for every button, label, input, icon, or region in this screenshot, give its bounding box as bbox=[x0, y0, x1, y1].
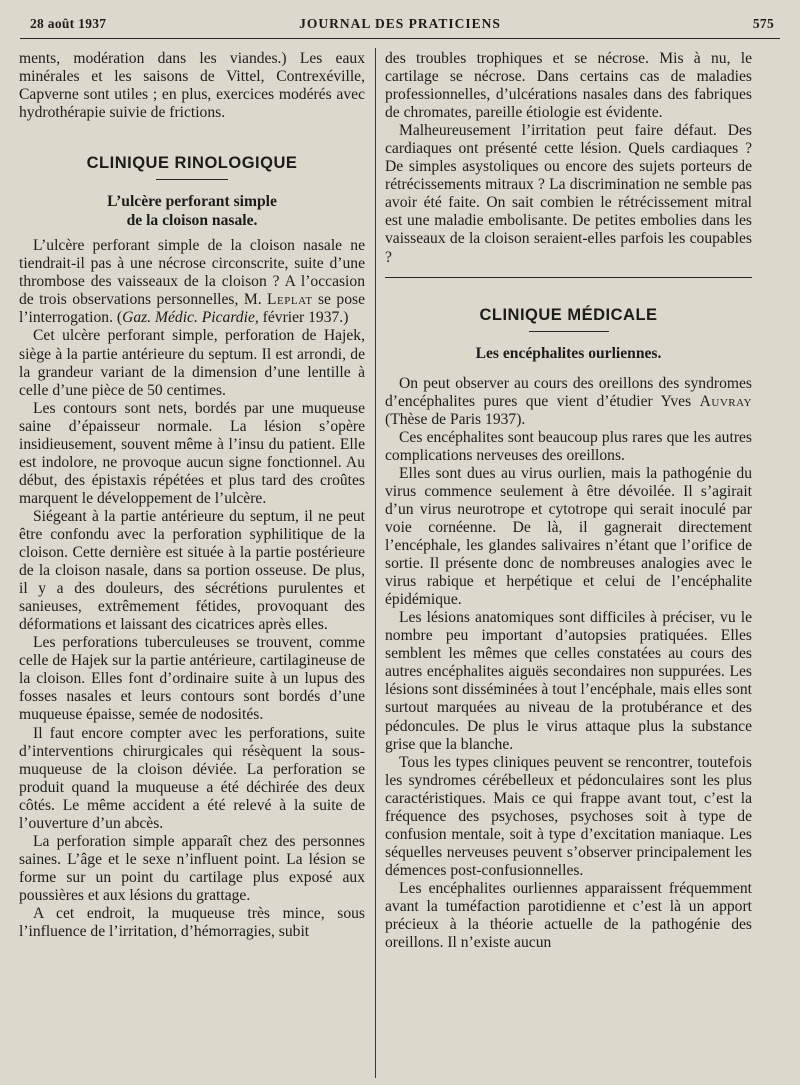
paragraph: Cet ulcère perforant simple, perforation de Hajek, siège à la partie antérieure du septum. Il est arrondi, de la grandeur variant de la dimension d’une lentille à celle d’une pièce de 50 centimes. bbox=[19, 327, 365, 399]
paragraph: Siégeant à la partie antérieure du septum, il ne peut être confondu avec la perforation syphilitique de la cloison. Cette dernière est située à la partie postérieure de la cloison nasale, dans sa portion osseuse. De plus, il y a des douleurs, des sécrétions purulentes et sanieuses, extrêmement fétides, provoquant des déformations et laissant des cicatrices après elles. bbox=[19, 507, 365, 634]
source-citation: Gaz. Médic. Picardie, bbox=[122, 309, 259, 327]
opening-paragraph: ments, modération dans les viandes.) Les eaux minérales et les saisons de Vittel, Contrexéville, Capverne sont utiles ; en plus, exercices modérés avec hydrothérapie suivie de frictions. bbox=[19, 50, 365, 122]
paragraph: Les encéphalites ourliennes apparaissent fréquemment avant la tuméfaction parotidienne et c’est là un apport précieux à la théorie actuelle de la pathogénie des oreillons. Il n’existe aucun bbox=[385, 879, 752, 952]
paragraph: Tous les types cliniques peuvent se rencontrer, toutefois les syndromes cérébelleux et pédonculaires sont les plus caractéristiques. Mais ce qui frappe avant tout, c’est la fréquence des psychoses, psychoses soit à type de confusion mentale, soit à type d’excitation maniaque. Les séquelles nerveuses peuvent s’observer principalement les démences post-confusionnelles. bbox=[385, 753, 752, 879]
journal-title: JOURNAL DES PRATICIENS bbox=[299, 16, 501, 31]
paragraph: Les perforations tuberculeuses se trouvent, comme celle de Hajek sur la partie antérieure, cartilagineuse de la cloison. Elles font d’ordinaire suite à un lupus des fosses nasales et leurs contours sont bordés d’une muqueuse épaisse, semée de nodosités. bbox=[19, 634, 365, 724]
text-span: On peut observer au cours des oreillons des syndromes d’encéphalites pures que vient d’étudier Yves bbox=[385, 374, 752, 410]
paragraph bbox=[385, 375, 752, 429]
paragraph: A cet endroit, la muqueuse très mince, sous l’influence de l’irritation, d’hémorragies, subit bbox=[19, 904, 365, 941]
left-column bbox=[19, 50, 365, 941]
paragraph: Les contours sont nets, bordés par une muqueuse saine d’épaisseur normale. La lésion s’opère insidieusement, souvent même à l’insu du patient. Elle est indolore, ne provoque aucun signe fonctionnel. Au début, des épistaxis répétées et plus tard des croûtes marquent le développement de l’ulcère. bbox=[19, 399, 365, 507]
author-name: Leplat bbox=[267, 291, 313, 309]
article-title-line-2: de la cloison nasale. bbox=[126, 212, 258, 230]
text-span: se pose l’interrogation. ( bbox=[19, 291, 365, 327]
continuation-paragraph: des troubles trophiques et se nécrose. Mis à nu, le cartilage se nécrose. Dans certains cas de maladies professionnelles, d’ulcérations nasales dans des fabriques de chromates, pareille étiologie est évidente. bbox=[385, 50, 752, 122]
author-name: Auvray bbox=[699, 392, 752, 410]
paragraph: Il faut encore compter avec les perforations, suite d’interventions chirurgicales qui résèquent la sous-muqueuse de la cloison déviée. La perforation se produit quand la muqueuse a été déchirée des deux côtés. Le même accident a été relevé à la suite de l’ouverture d’un abcès. bbox=[19, 724, 365, 832]
right-column bbox=[385, 50, 752, 952]
paragraph: La perforation simple apparaît chez des personnes saines. L’âge et le sexe n’influent point. La lésion se forme sur un point du cartilage plus exposé aux poussières et aux lésions du grattage. bbox=[19, 832, 365, 904]
text-span: février 1937.) bbox=[258, 309, 349, 327]
text-span: L’ulcère perforant simple de la cloison nasale ne tiendrait-il pas à une nécrose circonscrite, suite d’une thrombose des vaisseaux de la cloison ? A l’occasion de trois observations personnelles, M. bbox=[19, 237, 365, 309]
paragraph: Malheureusement l’irritation peut faire défaut. Des cardiaques ont présenté cette lésion. Quels cardiaques ? De simples asystoliques ou encore des sujets porteurs de rétrécissements mitraux ? La discrimination ne semble pas avoir été faite. On sait combien le rétrécissement mitral est une maladie embolisante. De petites embolies dans les vaisseaux de la cloison seraient-elles parfois les coupables ? bbox=[385, 122, 752, 266]
paragraph bbox=[19, 237, 365, 327]
article-title-line-1: L’ulcère perforant simple bbox=[107, 193, 277, 211]
page-number: 575 bbox=[752, 16, 774, 31]
section-title-medicale: CLINIQUE MÉDICALE bbox=[479, 305, 658, 324]
header-rule bbox=[20, 38, 780, 39]
paragraph: Les lésions anatomiques sont difficiles à préciser, vu le nombre peu important d’autopsies pratiquées. Elles semblent les mêmes que celles constatées au cours des autres encéphalites aiguës secondaires non suppurées. Les lésions sont disséminées à tout l’encéphale, mais elles sont surtout marquées au niveau de la protubérance et des pédoncules. De plus le virus attaque plus la substance grise que la blanche. bbox=[385, 609, 752, 753]
paragraph: Ces encéphalites sont beaucoup plus rares que les autres complications nerveuses des oreillons. bbox=[385, 428, 752, 464]
paragraph: Elles sont dues au virus ourlien, mais la pathogénie du virus commence seulement à être dévoilée. Il s’agirait d’un virus neurotrope et cytotrope qui serait inoculé par voie cornéenne. De là, il gagnerait directement l’encéphale, les glandes salivaires n’étant que l’orifice de sortie. Il présente donc de nombreuses analogies avec le virus rabique et herpétique et celui de l’encéphalite épidémique. bbox=[385, 464, 752, 609]
page-header bbox=[20, 14, 780, 34]
header-date: 28 août 1937 bbox=[30, 16, 107, 31]
column-divider bbox=[375, 48, 376, 1078]
section-title-rinologique: CLINIQUE RINOLOGIQUE bbox=[86, 154, 298, 173]
article-title: Les encéphalites ourliennes. bbox=[475, 344, 662, 362]
text-span: (Thèse de Paris 1937). bbox=[385, 410, 526, 428]
